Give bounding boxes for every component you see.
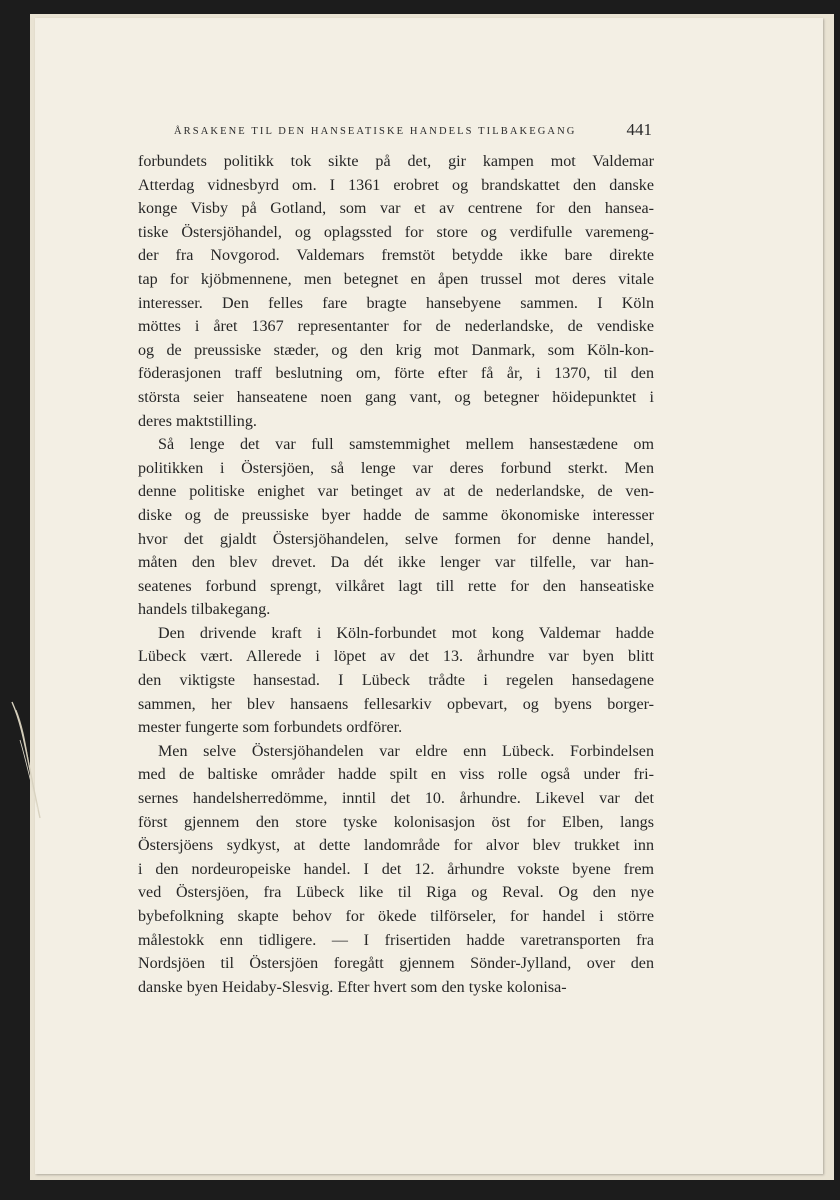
text-line: Östersjöens sydkyst, at dette landområde for alvor blev trukket inn (138, 837, 654, 855)
text-line: sammen, her blev hansaens fellesarkiv opbevart, og byens borger- (138, 695, 654, 713)
running-title: ÅRSAKENE TIL DEN HANSEATISKE HANDELS TILBAKEGANG (174, 126, 577, 137)
text-line: ved Östersjöen, fra Lübeck like til Riga og Reval. Og den nye (138, 884, 654, 902)
text-line: deres maktstilling. (138, 412, 257, 430)
body-text (138, 150, 654, 999)
text-line: seatenes forbund sprengt, vilkåret lagt till rette for den hanseatiske (138, 577, 654, 595)
running-header (138, 118, 654, 144)
paragraph (138, 622, 654, 740)
text-line: Den drivende kraft i Köln-forbundet mot kong Valdemar hadde (158, 624, 654, 642)
text-line: med de baltiske områder hadde spilt en viss rolle også under fri- (138, 766, 654, 784)
text-line: diske og de preussiske byer hadde de samme ökonomiske interesser (138, 506, 654, 524)
text-line: mester fungerte som forbundets ordförer. (138, 719, 403, 737)
page-number: 441 (626, 120, 652, 139)
text-line: tiske Östersjöhandel, og oplagssted for store og verdifulle varemeng- (138, 223, 654, 241)
text-line: politikken i Östersjöen, så lenge var deres forbund sterkt. Men (138, 459, 654, 477)
text-line: sernes handelsherredömme, inntil det 10. århundre. Likevel var det (138, 790, 654, 808)
paragraph (138, 150, 654, 433)
text-line: denne politiske enighet var betinget av at de nederlandske, de ven- (138, 483, 654, 501)
text-line: Nordsjöen til Östersjöen foregått gjennem Sönder-Jylland, over den (138, 955, 654, 973)
text-line: Men selve Östersjöhandelen var eldre enn Lübeck. Forbindelsen (158, 742, 654, 760)
text-line: der fra Novgorod. Valdemars fremstöt betydde ikke bare direkte (138, 247, 654, 265)
text-line: hvor det gjaldt Östersjöhandelen, selve formen for denne handel, (138, 530, 654, 548)
text-line: största seier hanseatene noen gang vant, og betegner höidepunktet i (138, 388, 654, 406)
text-line: först gjennem den store tyske kolonisasjon öst for Elben, langs (138, 813, 654, 831)
text-line: målestokk enn tidligere. — I frisertiden hadde varetransporten fra (138, 931, 654, 949)
text-line: möttes i året 1367 representanter for de nederlandske, de vendiske (138, 318, 654, 336)
text-line: interesser. Den felles fare bragte hansebyene sammen. I Köln (138, 294, 654, 312)
torn-binding-thread-mark (10, 700, 50, 820)
text-line: tap for kjöbmennene, men betegnet en åpen trussel mot deres vitale (138, 270, 654, 288)
text-line: måten den blev drevet. Da dét ikke lenger var tilfelle, var han- (138, 554, 654, 572)
paragraph (138, 433, 654, 622)
text-line: Lübeck vært. Allerede i löpet av det 13. århundre var byen blitt (138, 648, 654, 666)
text-line: danske byen Heidaby-Slesvig. Efter hvert som den tyske kolonisa- (138, 978, 567, 996)
text-line: handels tilbakegang. (138, 601, 271, 619)
text-line: i den nordeuropeiske handel. I det 12. århundre vokste byene frem (138, 860, 654, 878)
paragraph (138, 740, 654, 1000)
text-line: og de preussiske stæder, og den krig mot Danmark, som Köln-kon- (138, 341, 654, 359)
text-line: den viktigste hansestad. I Lübeck trådte i regelen hansedagene (138, 672, 654, 690)
text-line: Atterdag vidnesbyrd om. I 1361 erobret og brandskattet den danske (138, 176, 654, 194)
text-line: forbundets politikk tok sikte på det, gir kampen mot Valdemar (138, 153, 654, 170)
text-line: föderasjonen traff beslutning om, förte efter få år, i 1370, til den (138, 365, 654, 383)
text-line: bybefolkning skapte behov for ökede tilförseler, for handel i större (138, 908, 654, 925)
text-line: Så lenge det var full samstemmighet mellem hansestædene om (158, 436, 654, 454)
text-line: konge Visby på Gotland, som var et av centrene for den hansea- (138, 200, 654, 218)
